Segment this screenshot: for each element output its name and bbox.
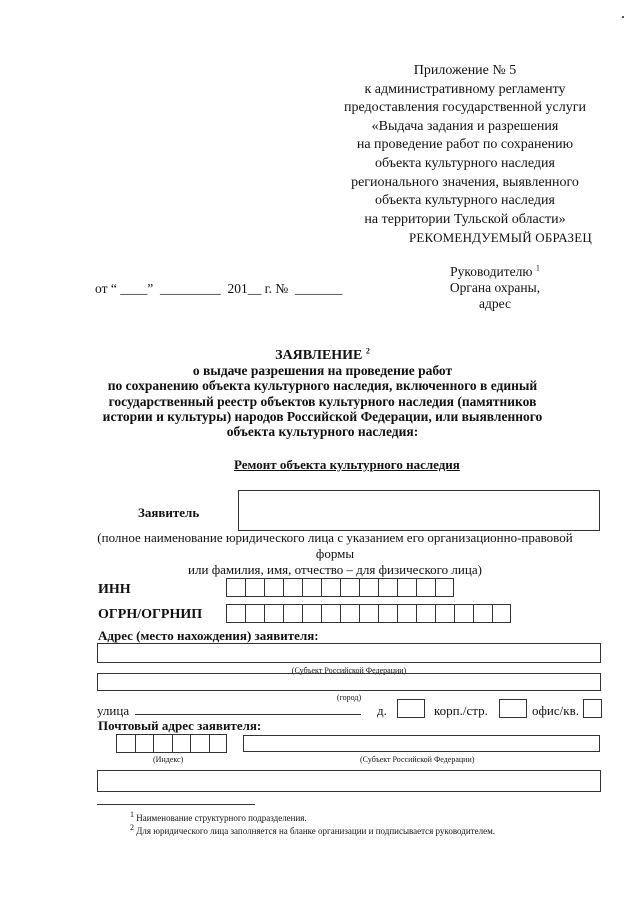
title-line: объекта культурного наследия: <box>226 424 419 440</box>
digit-cell[interactable] <box>340 604 359 623</box>
appendix-line: «Выдача задания и разрешения <box>371 118 559 134</box>
digit-cell[interactable] <box>492 604 511 623</box>
address-subject-caption: (Субъект Российской Федерации) <box>291 666 407 675</box>
digit-cell[interactable] <box>264 604 283 623</box>
applicant-label: Заявитель <box>138 505 200 520</box>
digit-cell[interactable] <box>359 578 378 597</box>
digit-cell[interactable] <box>245 604 264 623</box>
appendix-line: к административному регламенту <box>364 81 566 97</box>
address-subject-field[interactable] <box>97 643 601 663</box>
digit-cell[interactable] <box>226 578 245 597</box>
building-label: корп./стр. <box>434 703 488 718</box>
digit-cell[interactable] <box>153 734 172 753</box>
appendix-line: объекта культурного наследия <box>375 193 555 209</box>
appendix-line: на территории Тульской области» <box>364 211 566 227</box>
office-label: офис/кв. <box>532 703 579 718</box>
applicant-note-line2: формы <box>315 546 355 561</box>
building-field[interactable] <box>499 699 527 718</box>
digit-cell[interactable] <box>302 578 321 597</box>
date-number-line[interactable]: от “ ____” _________ 201__ г. № _______ <box>95 281 343 296</box>
digit-cell[interactable] <box>209 734 228 753</box>
postal-index-caption: (Индекс) <box>153 755 184 764</box>
house-field[interactable] <box>397 699 425 718</box>
digit-cell[interactable] <box>378 578 397 597</box>
title-line: государственный реестр объектов культурного наследия (памятников <box>108 393 537 409</box>
digit-cell[interactable] <box>454 604 473 623</box>
digit-cell[interactable] <box>473 604 492 623</box>
digit-cell[interactable] <box>340 578 359 597</box>
address-city-caption: (город) <box>336 693 362 702</box>
application-title <box>80 348 565 439</box>
applicant-note-line3: или фамилия, имя, отчество – для физического лица) <box>188 562 482 577</box>
inn-cells[interactable] <box>226 578 454 597</box>
digit-cell[interactable] <box>283 604 302 623</box>
postal-label: Почтовый адрес заявителя: <box>98 718 262 733</box>
postal-subject-field[interactable] <box>243 735 600 752</box>
footnote-1-number: 1 <box>130 810 134 819</box>
address-label: Адрес (место нахождения) заявителя: <box>98 628 319 643</box>
title-line: истории и культуры) народов Российской Федерации, или выявленного <box>102 408 543 424</box>
postal-subject-caption: (Субъект Российской Федерации) <box>360 755 475 764</box>
appendix-line: объекта культурного наследия <box>375 155 555 171</box>
digit-cell[interactable] <box>135 734 154 753</box>
footnote-1 <box>130 812 495 825</box>
digit-cell[interactable] <box>302 604 321 623</box>
appendix-line: на проведение работ по сохранению <box>356 137 574 153</box>
street-label: улица <box>97 703 130 718</box>
digit-cell[interactable] <box>397 578 416 597</box>
addressee-line3: адрес <box>479 296 511 311</box>
title-main: ЗАЯВЛЕНИЕ <box>275 348 363 363</box>
postal-address-field[interactable] <box>97 770 601 792</box>
digit-cell[interactable] <box>321 578 340 597</box>
address-city-field[interactable] <box>97 673 601 691</box>
addressee-block <box>420 264 570 312</box>
digit-cell[interactable] <box>359 604 378 623</box>
title-line: по сохранению объекта культурного наследия, включенного в единый <box>107 378 538 394</box>
digit-cell[interactable] <box>245 578 264 597</box>
appendix-header <box>320 62 610 229</box>
footnotes <box>130 812 495 838</box>
digit-cell[interactable] <box>321 604 340 623</box>
inn-label: ИНН <box>98 582 131 597</box>
ogrn-cells[interactable] <box>226 604 511 623</box>
applicant-name-field[interactable] <box>238 490 600 531</box>
footnote-1-text: Наименование структурного подразделения. <box>136 813 307 823</box>
title-line: о выдаче разрешения на проведение работ <box>192 363 453 379</box>
digit-cell[interactable] <box>283 578 302 597</box>
applicant-note-line1: (полное наименование юридического лица с указанием его организационно-правовой <box>97 530 573 545</box>
digit-cell[interactable] <box>416 578 435 597</box>
digit-cell[interactable] <box>172 734 191 753</box>
digit-cell[interactable] <box>435 604 454 623</box>
appendix-line: Приложение № 5 <box>413 63 517 78</box>
footnote-ref-1: 1 <box>535 263 540 273</box>
footnote-ref-2: 2 <box>365 346 370 356</box>
digit-cell[interactable] <box>264 578 283 597</box>
postal-index-cells[interactable] <box>116 734 227 753</box>
appendix-line: регионального значения, выявленного <box>351 174 579 190</box>
work-type: Ремонт объекта культурного наследия <box>234 457 460 472</box>
applicant-note <box>95 530 575 578</box>
footnote-divider <box>97 804 255 805</box>
office-field[interactable] <box>583 699 602 718</box>
footnote-2-number: 2 <box>130 823 134 832</box>
digit-cell[interactable] <box>397 604 416 623</box>
digit-cell[interactable] <box>190 734 209 753</box>
digit-cell[interactable] <box>416 604 435 623</box>
street-field[interactable] <box>135 714 361 715</box>
addressee-line2: Органа охраны, <box>449 280 541 295</box>
ogrn-label: ОГРН/ОГРНИП <box>98 607 203 622</box>
addressee-line1: Руководителю <box>450 264 533 279</box>
scan-dot <box>622 16 624 18</box>
digit-cell[interactable] <box>116 734 135 753</box>
digit-cell[interactable] <box>435 578 454 597</box>
house-label: д. <box>377 703 387 718</box>
appendix-line: предоставления государственной услуги <box>344 100 586 116</box>
footnote-2-text: Для юридического лица заполняется на бланке организации и подписывается руководителем. <box>136 826 496 836</box>
digit-cell[interactable] <box>378 604 397 623</box>
recommended-sample-label: РЕКОМЕНДУЕМЫЙ ОБРАЗЕЦ <box>408 230 592 245</box>
digit-cell[interactable] <box>226 604 245 623</box>
footnote-2 <box>130 825 495 838</box>
